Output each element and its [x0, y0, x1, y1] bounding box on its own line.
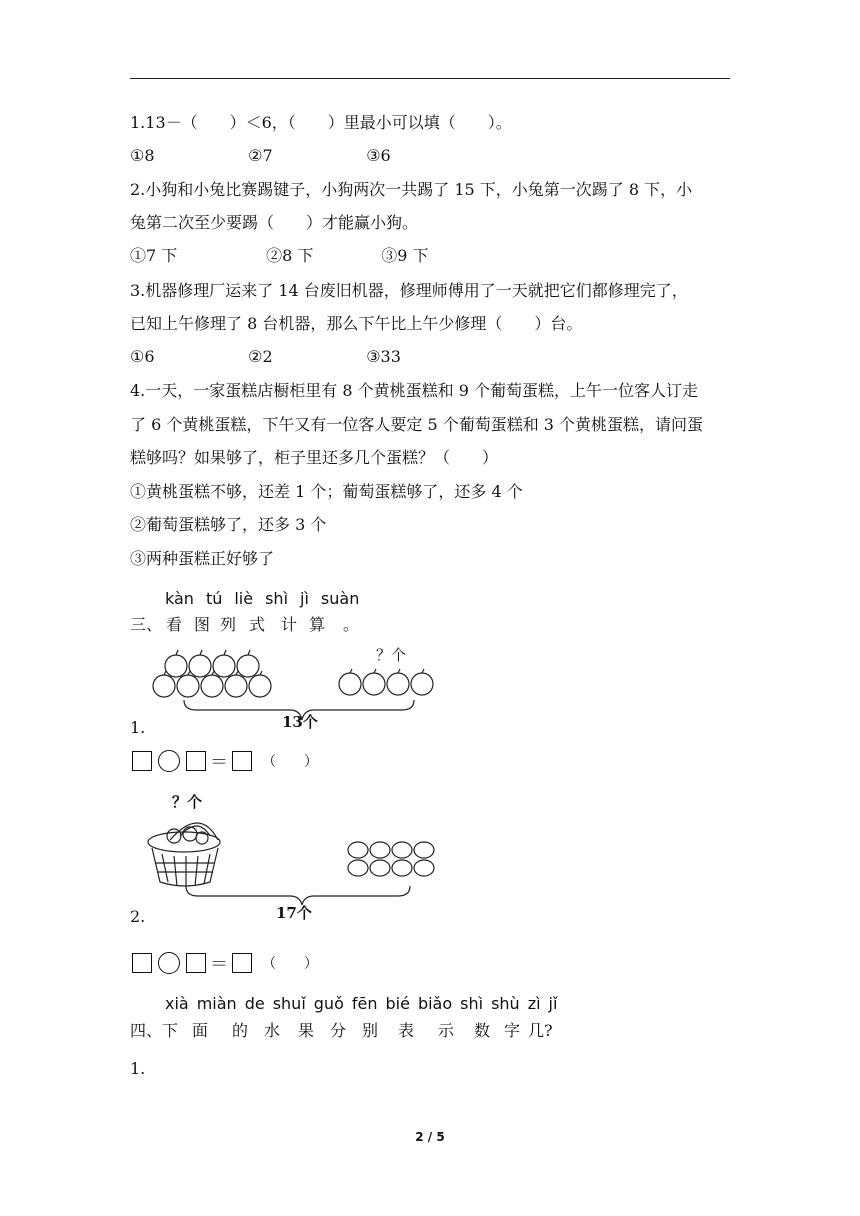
unit-paren[interactable]: （ ） — [262, 754, 318, 770]
apple-icon — [201, 671, 223, 697]
title-char: 面 — [192, 1021, 209, 1040]
pinyin-syllable: liè — [234, 589, 254, 608]
apple-icon — [387, 669, 409, 695]
pinyin-syllable: guǒ — [313, 994, 344, 1013]
q1-stem: 1.13－（ ）＜6，（ ）里最小可以填（ ）。 — [130, 113, 512, 132]
title-char: 算 — [309, 615, 326, 634]
pinyin-syllable: biǎo — [417, 994, 453, 1013]
equals-sign: ＝ — [210, 954, 228, 975]
title-char: 三、 — [130, 615, 163, 634]
q1-option-1[interactable]: ①8 — [130, 146, 155, 165]
orange-icon — [392, 860, 412, 876]
q3-option-2[interactable]: ②2 — [248, 347, 273, 366]
q2-line2: 兔第二次至少要踢（ ）才能赢小狗。 — [130, 213, 419, 232]
pinyin-syllable: kàn — [165, 589, 194, 608]
title-char: 。 — [343, 615, 360, 634]
orange-icon — [370, 842, 390, 858]
unit-paren[interactable]: （ ） — [262, 956, 318, 972]
operator-circle[interactable] — [158, 750, 180, 772]
apple-icon — [153, 671, 175, 697]
q3-option-3[interactable]: ③33 — [366, 347, 401, 366]
pinyin-syllable: jì — [300, 589, 309, 608]
title-char: 表 — [398, 1021, 415, 1040]
problem-1-number: 1. — [130, 718, 146, 737]
title-char: 图 — [194, 615, 211, 634]
header-rule — [130, 78, 730, 79]
pinyin-syllable: miàn — [196, 994, 237, 1013]
q4-option-1[interactable]: ①黄桃蛋糕不够，还差 1 个；葡萄蛋糕够了，还多 4 个 — [130, 482, 523, 501]
equation-1 — [132, 750, 318, 772]
pinyin-syllable: shuǐ — [272, 994, 306, 1013]
title-char: 分 — [330, 1021, 347, 1040]
title-char: 示 — [438, 1021, 455, 1040]
q1-option-3[interactable]: ③6 — [366, 146, 391, 165]
orange-icon — [370, 860, 390, 876]
apples-unknown-label: ？个 — [376, 646, 407, 664]
answer-box[interactable] — [186, 953, 206, 973]
pinyin-syllable: shù — [491, 994, 520, 1013]
section4-title — [130, 1018, 553, 1041]
q2-options — [130, 245, 428, 267]
apple-icon — [189, 650, 211, 677]
q2-option-1[interactable]: ①7 下 — [130, 246, 178, 265]
apple-icon — [411, 669, 433, 695]
page-number: 2 / 5 — [415, 1130, 445, 1144]
title-char: 式 — [249, 615, 266, 634]
basket-illustration — [140, 808, 440, 908]
orange-icon — [348, 860, 368, 876]
q3-line1: 3.机器修理厂运来了 14 台废旧机器，修理师傅用了一天就把它们都修理完了， — [130, 281, 688, 300]
title-char: 看 — [166, 615, 183, 634]
apple-icon — [225, 671, 247, 697]
apple-icon — [237, 650, 259, 677]
apples-total-label: 13个 — [282, 713, 318, 731]
title-char: 几? — [528, 1021, 553, 1040]
pinyin-syllable: jǐ — [548, 994, 558, 1013]
q2-line1: 2.小狗和小兔比赛踢键子，小狗两次一共踢了 15 下，小兔第一次踢了 8 下，小 — [130, 180, 693, 199]
q1-options — [130, 145, 391, 167]
apple-icon — [213, 650, 235, 677]
title-char: 四、下 — [130, 1021, 179, 1040]
equals-sign: ＝ — [210, 752, 228, 773]
operator-circle[interactable] — [158, 952, 180, 974]
basket-icon — [148, 823, 220, 887]
answer-box[interactable] — [232, 751, 252, 771]
title-char: 数 — [474, 1021, 491, 1040]
orange-icon — [348, 842, 368, 858]
q4-option-2[interactable]: ②葡萄蛋糕够了，还多 3 个 — [130, 515, 327, 534]
pinyin-syllable: de — [244, 994, 265, 1013]
problem-2-number: 2. — [130, 907, 146, 926]
apple-icon — [177, 671, 199, 697]
basket-total-label: 17个 — [276, 904, 312, 922]
answer-box[interactable] — [232, 953, 252, 973]
answer-box[interactable] — [132, 953, 152, 973]
section4-item-1: 1. — [130, 1059, 146, 1078]
q4-line2: 了 6 个黄桃蛋糕，下午又有一位客人要定 5 个葡萄蛋糕和 3 个黄桃蛋糕，请问蛋 — [130, 415, 704, 434]
orange-icon — [392, 842, 412, 858]
title-char: 列 — [220, 615, 237, 634]
q1-option-2[interactable]: ②7 — [248, 146, 273, 165]
q4-line1: 4.一天，一家蛋糕店橱柜里有 8 个黄桃蛋糕和 9 个葡萄蛋糕，上午一位客人订走 — [130, 381, 698, 400]
q2-option-3[interactable]: ③9 下 — [381, 246, 429, 265]
equation-2 — [132, 952, 318, 974]
q3-option-1[interactable]: ①6 — [130, 347, 155, 366]
pinyin-syllable: suàn — [320, 589, 360, 608]
pinyin-syllable: xià — [165, 994, 189, 1013]
q4-line3: 糕够吗？如果够了，柜子里还多几个蛋糕？（ ） — [130, 448, 499, 467]
section3-title — [130, 612, 359, 635]
answer-box[interactable] — [132, 751, 152, 771]
q3-options — [130, 346, 401, 368]
answer-box[interactable] — [186, 751, 206, 771]
title-char: 水 — [264, 1021, 281, 1040]
pinyin-syllable: fēn — [351, 994, 378, 1013]
section4-pinyin — [165, 994, 557, 1013]
q2-option-2[interactable]: ②8 下 — [266, 246, 314, 265]
orange-icon — [414, 842, 434, 858]
apple-icon — [363, 669, 385, 695]
apple-icon — [165, 650, 187, 677]
pinyin-syllable: bié — [385, 994, 410, 1013]
orange-icon — [414, 860, 434, 876]
section3-pinyin — [165, 589, 371, 608]
pinyin-syllable: tú — [205, 589, 223, 608]
title-char: 计 — [281, 615, 298, 634]
basket-unknown-label: ？个 — [172, 793, 203, 811]
pinyin-syllable: shì — [460, 994, 484, 1013]
apple-icon — [339, 669, 361, 695]
pinyin-syllable: zì — [527, 994, 541, 1013]
title-char: 果 — [298, 1021, 315, 1040]
pinyin-syllable: shì — [265, 589, 289, 608]
title-char: 字 — [504, 1021, 521, 1040]
q4-option-3[interactable]: ③两种蛋糕正好够了 — [130, 549, 275, 568]
apple-icon — [249, 671, 271, 697]
title-char: 别 — [362, 1021, 379, 1040]
title-char: 的 — [232, 1021, 249, 1040]
q3-line2: 已知上午修理了 8 台机器，那么下午比上午少修理（ ）台。 — [130, 314, 583, 333]
